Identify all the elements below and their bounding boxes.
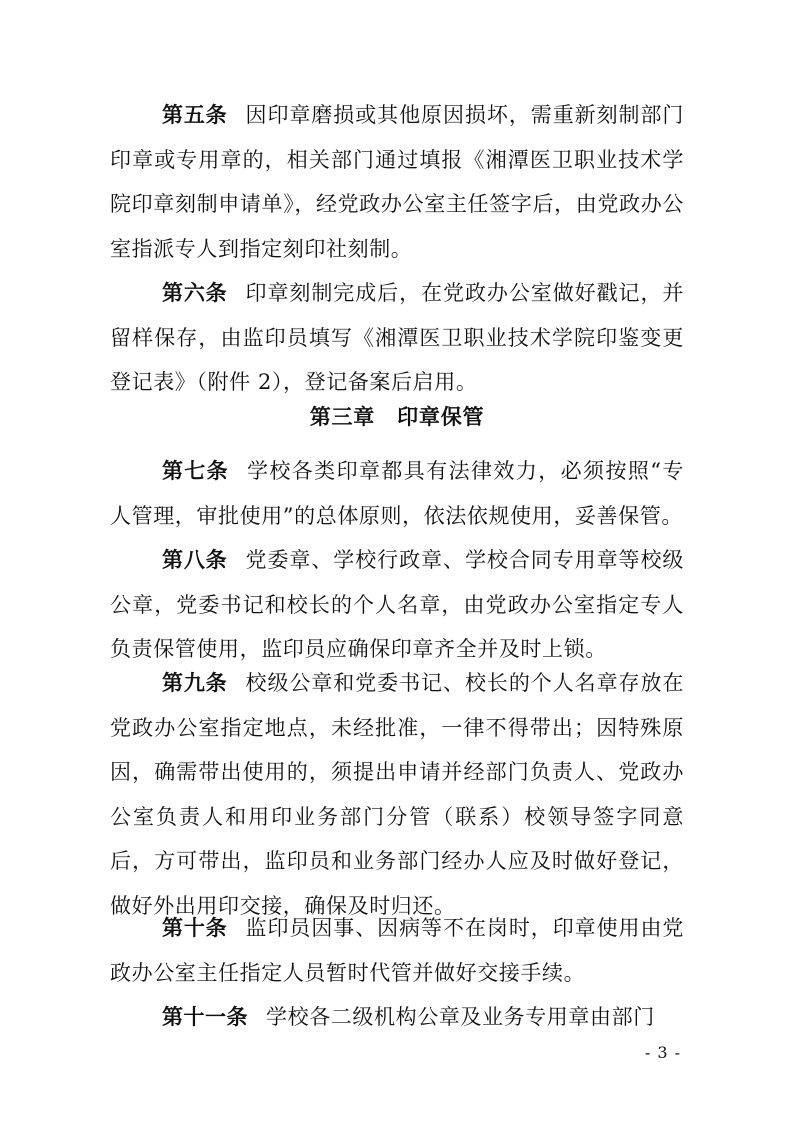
article-7 <box>110 449 684 538</box>
article-text: 党委章、学校行政章、学校合同专用章等校级公章，党委书记和校长的个人名章，由党政办公室指定专人负责保管使用，监印员应确保印章齐全并及时上锁。 <box>110 548 685 661</box>
article-label: 第九条 <box>162 671 228 695</box>
article-text: 监印员因事、因病等不在岗时，印章使用由党政办公室主任指定人员暂时代管并做好交接手续。 <box>110 916 685 985</box>
article-label: 第十一条 <box>162 1005 248 1029</box>
chapter-heading <box>110 402 684 432</box>
article-text: 学校各二级机构公章及业务专用章由部门 <box>266 1005 655 1029</box>
article-text: 校级公章和党委书记、校长的个人名章存放在党政办公室指定地点，未经批准，一律不得带出；因特殊原因，确需带出使用的，须提出申请并经部门负责人、党政办公室负责人和用印业务部门分管（联系）校领导签字同意后，方可带出，监印员和业务部门经办人应及时做好登记，做好外出用印交接，确保及时归还。 <box>110 671 685 918</box>
article-label: 第十条 <box>162 916 228 940</box>
article-label: 第五条 <box>162 103 228 127</box>
article-text: 学校各类印章都具有法律效力，必须按照“专人管理，审批使用”的总体原则，依法依规使用，妥善保管。 <box>110 459 685 528</box>
article-10 <box>110 906 684 995</box>
article-11 <box>110 995 684 1040</box>
page-number: - 3 - <box>644 1043 681 1062</box>
article-8 <box>110 538 684 672</box>
article-text: 因印章磨损或其他原因损坏，需重新刻制部门印章或专用章的，相关部门通过填报《湘潭医卫职业技术学院印章刻制申请单》，经党政办公室主任签字后，由党政办公室指派专人到指定刻印社刻制。 <box>110 103 685 261</box>
chapter-title: 印章保管 <box>397 405 485 429</box>
article-label: 第六条 <box>162 281 228 305</box>
article-text: 印章刻制完成后，在党政办公室做好戳记，并留样保存，由监印员填写《湘潭医卫职业技术学院印鉴变更登记表》（附件 2），登记备案后启用。 <box>110 281 685 394</box>
article-9 <box>110 661 684 928</box>
chapter-number: 第三章 <box>309 405 376 429</box>
article-label: 第八条 <box>162 548 228 572</box>
article-5 <box>110 93 684 271</box>
article-label: 第七条 <box>162 459 229 483</box>
article-6 <box>110 271 684 405</box>
